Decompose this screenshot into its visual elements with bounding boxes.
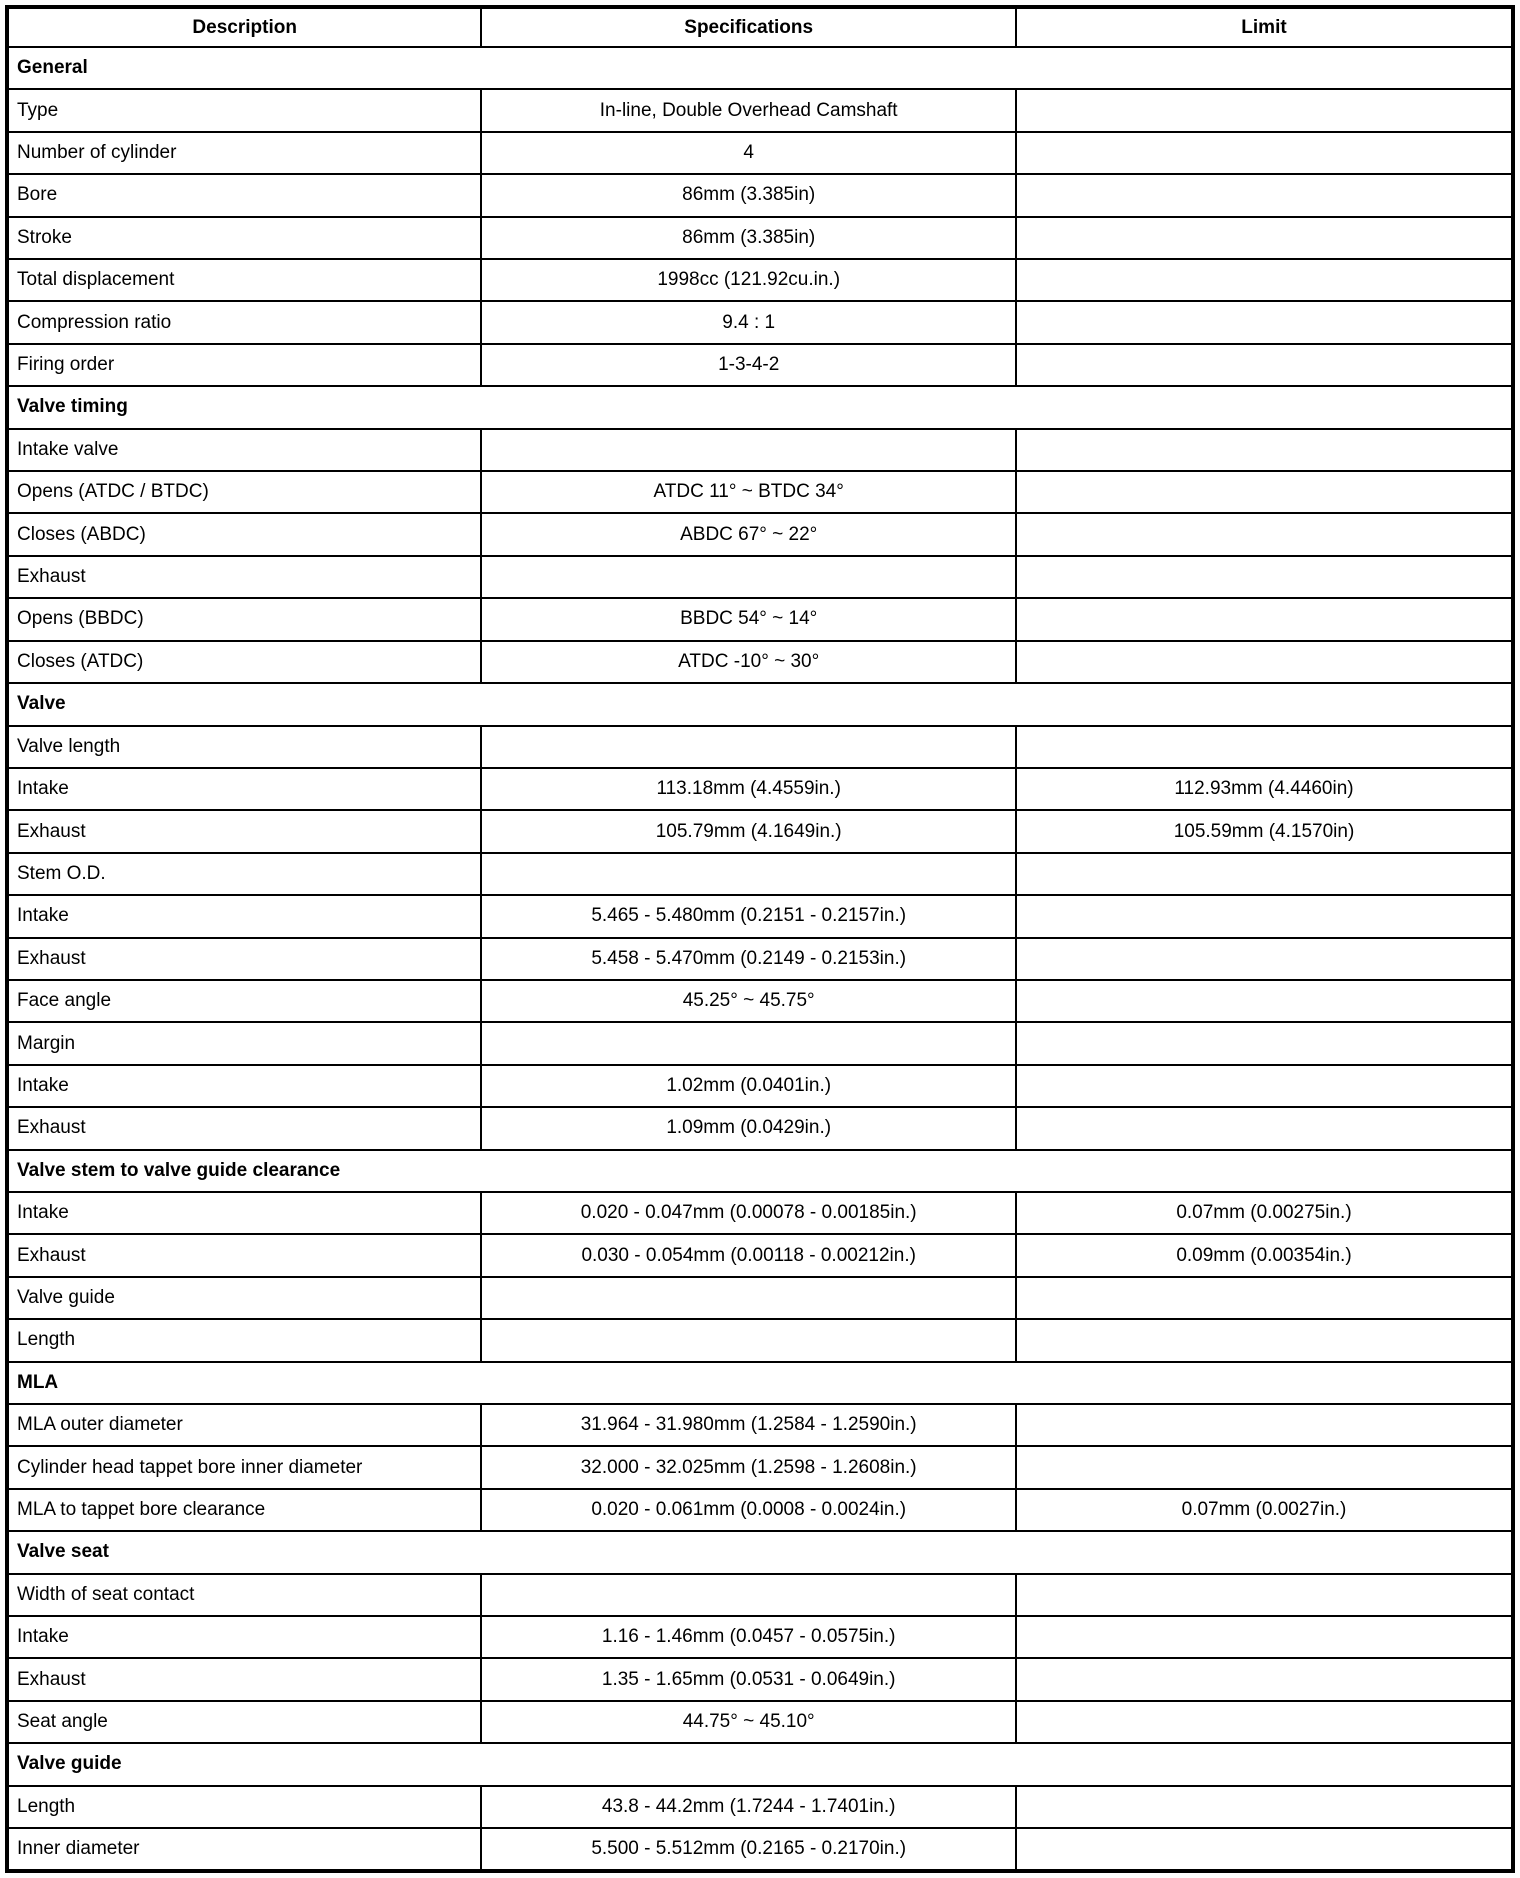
limit-cell [1016,1828,1513,1871]
table-row [7,1616,1513,1658]
specification-cell: 9.4 : 1 [481,301,1016,343]
limit-cell [1016,641,1513,683]
specification-cell: 0.020 - 0.061mm (0.0008 - 0.0024in.) [481,1489,1016,1531]
limit-cell [1016,132,1513,174]
header-specifications: Specifications [481,7,1016,47]
description-cell: Closes (ATDC) [7,641,481,683]
specification-cell: 4 [481,132,1016,174]
limit-cell [1016,1786,1513,1828]
specification-cell [481,726,1016,768]
section-label: Valve stem to valve guide clearance [7,1150,1513,1192]
table-row [7,853,1513,895]
specification-cell [481,853,1016,895]
description-cell: Total displacement [7,259,481,301]
specification-cell [481,1574,1016,1616]
specification-cell [481,1319,1016,1361]
limit-cell [1016,301,1513,343]
limit-cell [1016,513,1513,555]
specification-cell: 113.18mm (4.4559in.) [481,768,1016,810]
table-row [7,429,1513,471]
table-row [7,1828,1513,1871]
specification-cell [481,1277,1016,1319]
section-label: Valve [7,683,1513,725]
specification-cell [481,429,1016,471]
specification-cell: 1.35 - 1.65mm (0.0531 - 0.0649in.) [481,1658,1016,1700]
limit-cell [1016,174,1513,216]
limit-cell [1016,1065,1513,1107]
description-cell: Exhaust [7,810,481,852]
section-row [7,1150,1513,1192]
description-cell: Exhaust [7,556,481,598]
table-row [7,1107,1513,1149]
specification-cell: 86mm (3.385in) [481,217,1016,259]
limit-cell [1016,1616,1513,1658]
description-cell: MLA outer diameter [7,1404,481,1446]
table-row [7,1404,1513,1446]
description-cell: Number of cylinder [7,132,481,174]
limit-cell [1016,598,1513,640]
description-cell: Intake valve [7,429,481,471]
table-row [7,1192,1513,1234]
table-row [7,1319,1513,1361]
description-cell: Width of seat contact [7,1574,481,1616]
specification-cell: 105.79mm (4.1649in.) [481,810,1016,852]
specification-cell: 1.16 - 1.46mm (0.0457 - 0.0575in.) [481,1616,1016,1658]
description-cell: Seat angle [7,1701,481,1743]
table-row [7,1065,1513,1107]
limit-cell: 0.07mm (0.0027in.) [1016,1489,1513,1531]
header-limit: Limit [1016,7,1513,47]
limit-cell [1016,895,1513,937]
limit-cell: 0.09mm (0.00354in.) [1016,1234,1513,1276]
table-row [7,89,1513,131]
description-cell: Cylinder head tappet bore inner diameter [7,1446,481,1488]
table-row [7,344,1513,386]
description-cell: MLA to tappet bore clearance [7,1489,481,1531]
section-label: Valve timing [7,386,1513,428]
description-cell: Intake [7,1616,481,1658]
table-row [7,471,1513,513]
description-cell: Intake [7,1192,481,1234]
limit-cell [1016,89,1513,131]
specification-cell: 31.964 - 31.980mm (1.2584 - 1.2590in.) [481,1404,1016,1446]
table-row [7,938,1513,980]
specification-cell: 44.75° ~ 45.10° [481,1701,1016,1743]
description-cell: Opens (BBDC) [7,598,481,640]
description-cell: Exhaust [7,1107,481,1149]
specification-cell: 1-3-4-2 [481,344,1016,386]
description-cell: Firing order [7,344,481,386]
table-row [7,1786,1513,1828]
specification-cell: ABDC 67° ~ 22° [481,513,1016,555]
specification-cell: 0.030 - 0.054mm (0.00118 - 0.00212in.) [481,1234,1016,1276]
limit-cell [1016,471,1513,513]
description-cell: Valve guide [7,1277,481,1319]
specification-cell: 1.09mm (0.0429in.) [481,1107,1016,1149]
specification-cell: ATDC 11° ~ BTDC 34° [481,471,1016,513]
description-cell: Inner diameter [7,1828,481,1871]
limit-cell [1016,980,1513,1022]
table-row [7,259,1513,301]
table-row [7,895,1513,937]
table-row [7,1277,1513,1319]
description-cell: Exhaust [7,1658,481,1700]
limit-cell: 105.59mm (4.1570in) [1016,810,1513,852]
description-cell: Margin [7,1022,481,1064]
table-row [7,1701,1513,1743]
specification-cell: 43.8 - 44.2mm (1.7244 - 1.7401in.) [481,1786,1016,1828]
limit-cell: 112.93mm (4.4460in) [1016,768,1513,810]
limit-cell [1016,938,1513,980]
table-row [7,598,1513,640]
specification-cell: 32.000 - 32.025mm (1.2598 - 1.2608in.) [481,1446,1016,1488]
table-row [7,513,1513,555]
specification-cell: 0.020 - 0.047mm (0.00078 - 0.00185in.) [481,1192,1016,1234]
specification-cell: In-line, Double Overhead Camshaft [481,89,1016,131]
section-row [7,1531,1513,1573]
table-row [7,174,1513,216]
table-row [7,980,1513,1022]
limit-cell [1016,259,1513,301]
section-row [7,386,1513,428]
section-label: Valve guide [7,1743,1513,1785]
table-row [7,1234,1513,1276]
description-cell: Type [7,89,481,131]
specification-cell: ATDC -10° ~ 30° [481,641,1016,683]
table-row [7,1489,1513,1531]
limit-cell [1016,1701,1513,1743]
table-row [7,1574,1513,1616]
limit-cell [1016,1404,1513,1446]
limit-cell [1016,1319,1513,1361]
section-row [7,1743,1513,1785]
limit-cell [1016,1022,1513,1064]
header-row [7,7,1513,47]
description-cell: Valve length [7,726,481,768]
description-cell: Opens (ATDC / BTDC) [7,471,481,513]
limit-cell [1016,1446,1513,1488]
specification-cell: 5.500 - 5.512mm (0.2165 - 0.2170in.) [481,1828,1016,1871]
specification-cell: BBDC 54° ~ 14° [481,598,1016,640]
limit-cell [1016,344,1513,386]
section-label: Valve seat [7,1531,1513,1573]
table-row [7,556,1513,598]
table-row [7,768,1513,810]
description-cell: Stem O.D. [7,853,481,895]
description-cell: Length [7,1786,481,1828]
table-row [7,641,1513,683]
limit-cell [1016,429,1513,471]
table-row [7,810,1513,852]
specification-cell [481,556,1016,598]
section-label: MLA [7,1362,1513,1404]
specification-cell: 45.25° ~ 45.75° [481,980,1016,1022]
limit-cell: 0.07mm (0.00275in.) [1016,1192,1513,1234]
specification-cell: 5.465 - 5.480mm (0.2151 - 0.2157in.) [481,895,1016,937]
description-cell: Stroke [7,217,481,259]
engine-specifications-table [5,5,1515,1873]
limit-cell [1016,217,1513,259]
table-row [7,132,1513,174]
table-row [7,1446,1513,1488]
description-cell: Closes (ABDC) [7,513,481,555]
section-row [7,1362,1513,1404]
section-row [7,47,1513,89]
specification-cell [481,1022,1016,1064]
section-label: General [7,47,1513,89]
description-cell: Intake [7,1065,481,1107]
description-cell: Intake [7,768,481,810]
description-cell: Exhaust [7,938,481,980]
section-row [7,683,1513,725]
specification-cell: 1998cc (121.92cu.in.) [481,259,1016,301]
table-row [7,1658,1513,1700]
specification-cell: 5.458 - 5.470mm (0.2149 - 0.2153in.) [481,938,1016,980]
limit-cell [1016,726,1513,768]
spec-table-body [7,47,1513,1871]
limit-cell [1016,1658,1513,1700]
specification-cell: 86mm (3.385in) [481,174,1016,216]
limit-cell [1016,1277,1513,1319]
specification-cell: 1.02mm (0.0401in.) [481,1065,1016,1107]
table-row [7,726,1513,768]
limit-cell [1016,1107,1513,1149]
description-cell: Face angle [7,980,481,1022]
description-cell: Intake [7,895,481,937]
table-row [7,217,1513,259]
header-description: Description [7,7,481,47]
description-cell: Bore [7,174,481,216]
limit-cell [1016,853,1513,895]
table-row [7,1022,1513,1064]
description-cell: Exhaust [7,1234,481,1276]
table-header [7,7,1513,47]
table-row [7,301,1513,343]
limit-cell [1016,1574,1513,1616]
description-cell: Length [7,1319,481,1361]
description-cell: Compression ratio [7,301,481,343]
limit-cell [1016,556,1513,598]
